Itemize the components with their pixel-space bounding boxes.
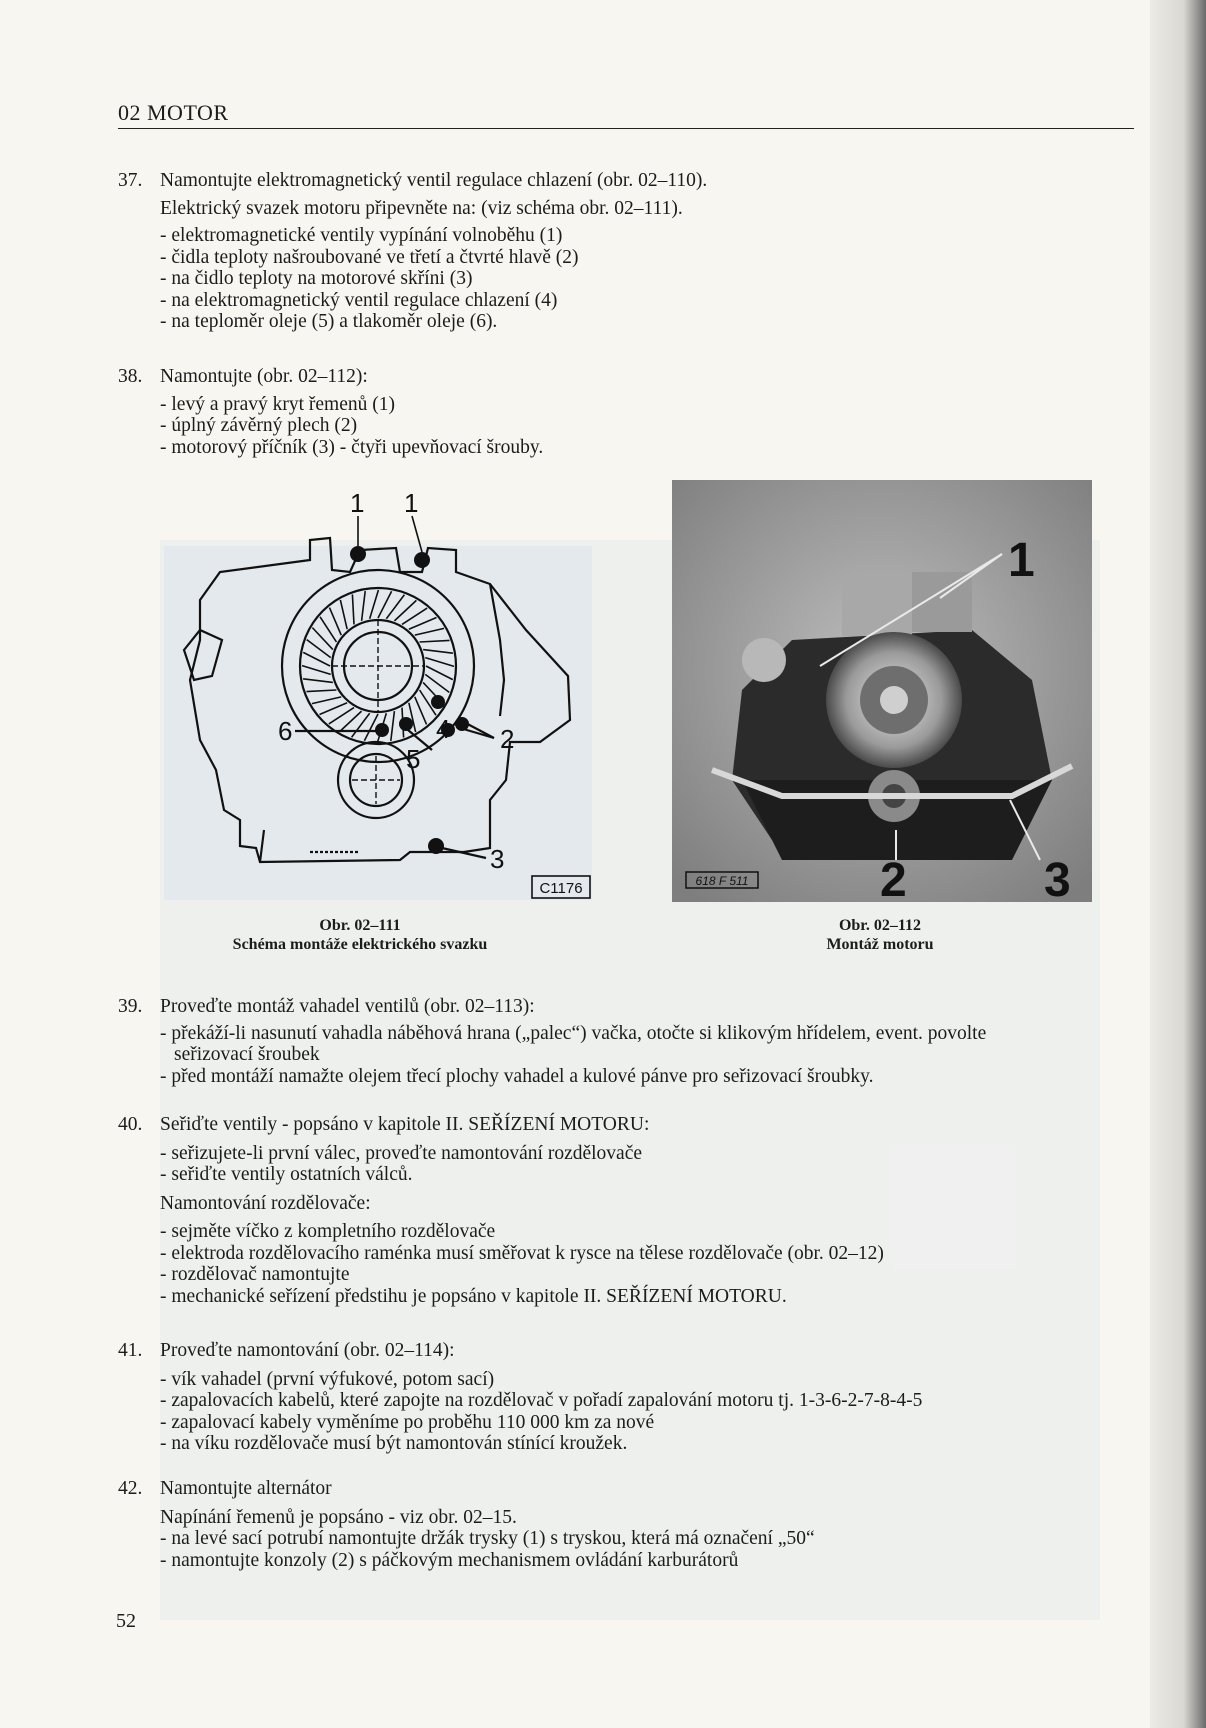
- label-1: 1: [1008, 534, 1035, 587]
- step-number: 42.: [118, 1478, 143, 1499]
- step-line: - na čidlo teploty na motorové skříni (3): [160, 268, 473, 289]
- step-line: - seřiďte ventily ostatních válců.: [160, 1164, 413, 1185]
- label-2: 2: [500, 724, 515, 754]
- step-number: 39.: [118, 996, 143, 1017]
- step-line: Proveďte montáž vahadel ventilů (obr. 02–113):: [160, 996, 535, 1017]
- step-line: Napínání řemenů je popsáno - viz obr. 02–15.: [160, 1506, 517, 1528]
- step-line: - zapalovací kabely vyměníme po proběhu 110 000 km za nové: [160, 1411, 655, 1433]
- step-line: - úplný závěrný plech (2): [160, 415, 358, 436]
- caption-02-112: [740, 916, 1020, 954]
- figure-02-111: [160, 480, 596, 904]
- step-38: [118, 366, 1138, 458]
- step-line: - mechanické seřízení předstihu je popsáno v kapitole II. SEŘÍZENÍ MOTORU.: [160, 1285, 787, 1307]
- figure-code: C1176: [539, 880, 583, 897]
- step-number: 41.: [118, 1340, 143, 1361]
- page-header: 02 MOTOR: [118, 100, 1134, 129]
- caption-02-111: [200, 916, 520, 954]
- step-line: - namontujte konzoly (2) s páčkovým mechanismem ovládání karburátorů: [160, 1549, 739, 1571]
- step-line: - seřizujete-li první válec, proveďte namontování rozdělovače: [160, 1142, 643, 1164]
- engine-photo: [672, 480, 1092, 902]
- photo-code: 618 F 511: [695, 874, 749, 888]
- label-2: 2: [880, 854, 907, 902]
- caption-title: Montáž motoru: [826, 936, 934, 953]
- step-number: 38.: [118, 366, 143, 387]
- step-line: - čidla teploty našroubované ve třetí a čtvrté hlavě (2): [160, 246, 579, 268]
- step-39: [118, 996, 1138, 1087]
- label-6: 6: [278, 716, 293, 746]
- label-1: 1: [404, 488, 419, 518]
- step-line: Proveďte namontování (obr. 02–114):: [160, 1340, 455, 1361]
- step-41: [118, 1340, 1138, 1455]
- step-line: Elektrický svazek motoru připevněte na: (viz schéma obr. 02–111).: [160, 197, 683, 219]
- step-line: - překáží-li nasunutí vahadla náběhová hrana („palec“) vačka, otočte si klikovým hřídelem, event. povolte: [160, 1022, 987, 1044]
- label-3: 3: [490, 844, 505, 874]
- label-1: 1: [350, 488, 365, 518]
- page-number: 52: [116, 1610, 136, 1632]
- step-37: [118, 170, 1138, 333]
- caption-number: Obr. 02–112: [838, 917, 922, 934]
- caption-number: Obr. 02–111: [319, 917, 401, 934]
- label-4: 4: [436, 714, 451, 744]
- step-line: Namontujte alternátor: [160, 1478, 332, 1499]
- step-line: - levý a pravý kryt řemenů (1): [160, 393, 395, 415]
- step-line: - na levé sací potrubí namontujte držák trysky (1) s tryskou, která má označení „50“: [160, 1528, 815, 1549]
- step-line: Namontujte (obr. 02–112):: [160, 366, 368, 387]
- caption-title: Schéma montáže elektrického svazku: [232, 936, 488, 953]
- step-line: - před montáží namažte olejem třecí plochy vahadel a kulové pánve pro seřizovací šroubky.: [160, 1065, 874, 1087]
- step-line: - zapalovacích kabelů, které zapojte na rozdělovač v pořadí zapalování motoru tj. 1-3-6-2-7-8-4-5: [160, 1390, 923, 1411]
- step-number: 37.: [118, 170, 143, 191]
- step-line: - elektroda rozdělovacího raménka musí směřovat k rysce na tělese rozdělovače (obr. 02–12): [160, 1242, 884, 1264]
- label-5: 5: [406, 744, 421, 774]
- step-42: [118, 1478, 1138, 1571]
- step-line: - rozdělovač namontujte: [160, 1264, 350, 1285]
- step-line: Namontování rozdělovače:: [160, 1192, 371, 1214]
- page-edge-shadow: [1150, 0, 1206, 1728]
- step-line: - sejměte víčko z kompletního rozdělovače: [160, 1221, 496, 1242]
- step-40: [118, 1114, 1138, 1307]
- step-line: Seřiďte ventily - popsáno v kapitole II. SEŘÍZENÍ MOTORU:: [160, 1114, 650, 1135]
- step-line: - elektromagnetické ventily vypínání volnoběhu (1): [160, 225, 563, 246]
- figure-02-112: [672, 480, 1092, 902]
- step-line: - na teploměr oleje (5) a tlakoměr oleje (6).: [160, 311, 498, 332]
- step-line: - na víku rozdělovače musí být namontován stínící kroužek.: [160, 1433, 628, 1454]
- step-line: Namontujte elektromagnetický ventil regulace chlazení (obr. 02–110).: [160, 170, 708, 191]
- wiring-schematic-drawing: [160, 480, 596, 904]
- step-line: - motorový příčník (3) - čtyři upevňovací šrouby.: [160, 436, 544, 458]
- step-number: 40.: [118, 1114, 143, 1135]
- step-line: - na elektromagnetický ventil regulace chlazení (4): [160, 289, 558, 311]
- step-line: - vík vahadel (první výfukové, potom sací): [160, 1368, 495, 1390]
- label-3: 3: [1044, 854, 1071, 902]
- step-line: seřizovací šroubek: [174, 1044, 320, 1065]
